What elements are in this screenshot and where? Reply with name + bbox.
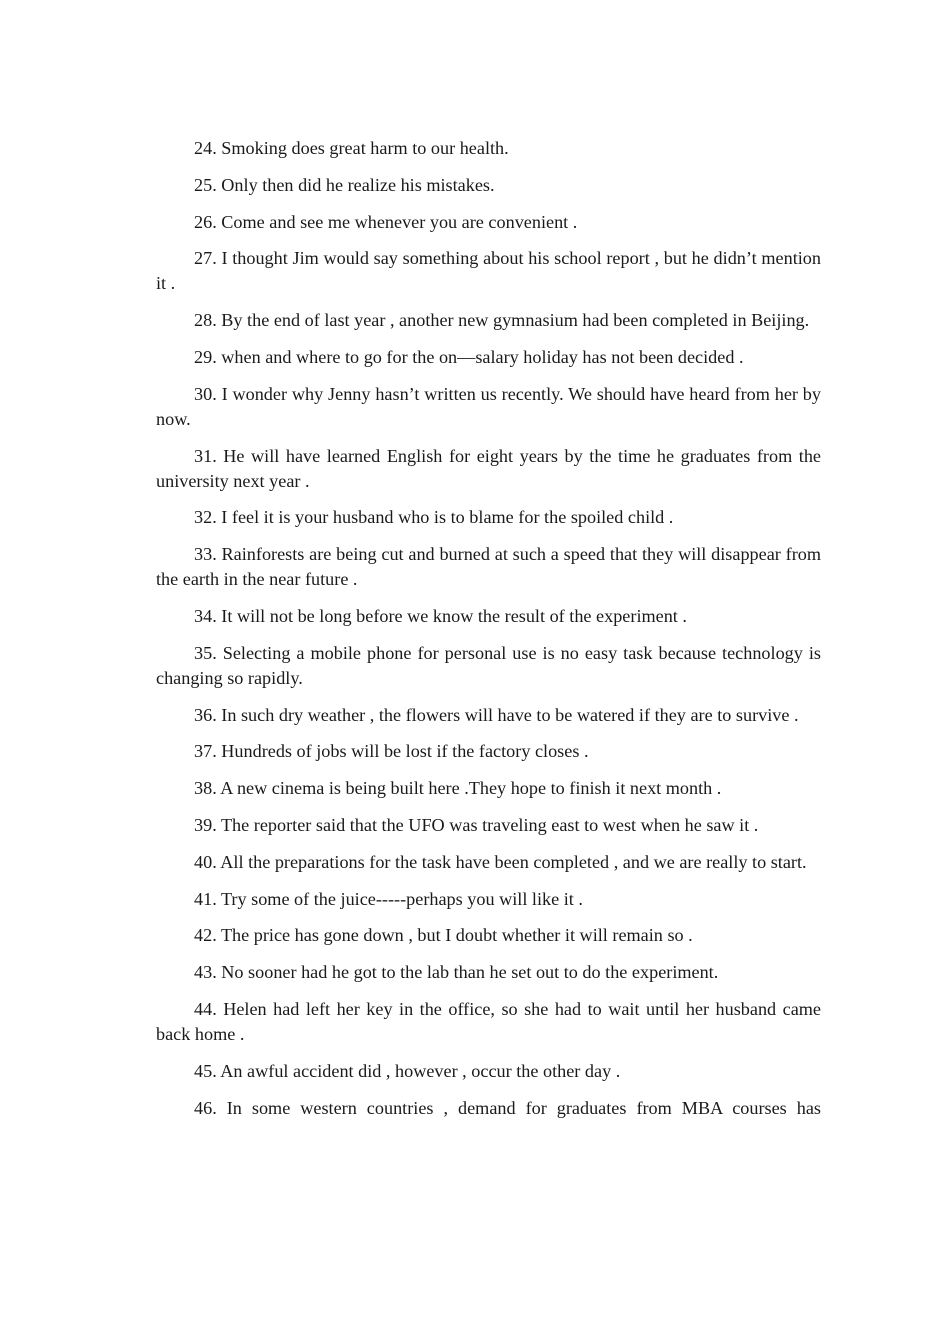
sentence-35: 35. Selecting a mobile phone for personal use is no easy task because technology is changing so rapidly.: [156, 642, 821, 688]
sentence-28: 28. By the end of last year , another new gymnasium had been completed in Beijing.: [194, 310, 810, 331]
sentence-39: 39. The reporter said that the UFO was traveling east to west when he saw it .: [194, 814, 759, 835]
sentence-40: 40. All the preparations for the task have been completed , and we are really to start.: [194, 851, 807, 872]
sentence-34: 34. It will not be long before we know the result of the experiment .: [194, 605, 687, 626]
sentence-36: 36. In such dry weather , the flowers will have to be watered if they are to survive .: [194, 704, 799, 725]
sentence-32: 32. I feel it is your husband who is to blame for the spoiled child .: [194, 507, 674, 528]
sentence-31: 31. He will have learned English for eight years by the time he graduates from the university next year .: [156, 445, 821, 491]
sentence-46: 46. In some western countries , demand for graduates from MBA courses has: [194, 1097, 821, 1118]
sentence-27: 27. I thought Jim would say something about his school report , but he didn’t mention it .: [156, 248, 821, 294]
sentence-26: 26. Come and see me whenever you are convenient .: [194, 211, 578, 232]
sentence-43: 43. No sooner had he got to the lab than he set out to do the experiment.: [194, 962, 719, 983]
sentence-29: 29. when and where to go for the on—salary holiday has not been decided .: [194, 346, 744, 367]
sentence-37: 37. Hundreds of jobs will be lost if the factory closes .: [194, 741, 589, 762]
sentence-25: 25. Only then did he realize his mistakes.: [194, 174, 495, 195]
sentence-24: 24. Smoking does great harm to our health.: [194, 138, 509, 158]
sentence-30: 30. I wonder why Jenny hasn’t written us recently. We should have heard from her by now.: [156, 383, 821, 429]
document-page: [156, 136, 821, 1132]
sentence-44: 44. Helen had left her key in the office, so she had to wait until her husband came back home .: [156, 998, 821, 1044]
sentence-41: 41. Try some of the juice-----perhaps you will like it .: [194, 888, 583, 909]
sentence-42: 42. The price has gone down , but I doubt whether it will remain so .: [194, 925, 693, 946]
sentence-45: 45. An awful accident did , however , occur the other day .: [194, 1060, 621, 1081]
sentence-38: 38. A new cinema is being built here .They hope to finish it next month .: [194, 778, 722, 799]
sentence-33: 33. Rainforests are being cut and burned at such a speed that they will disappear from the earth in the near future .: [156, 544, 821, 590]
